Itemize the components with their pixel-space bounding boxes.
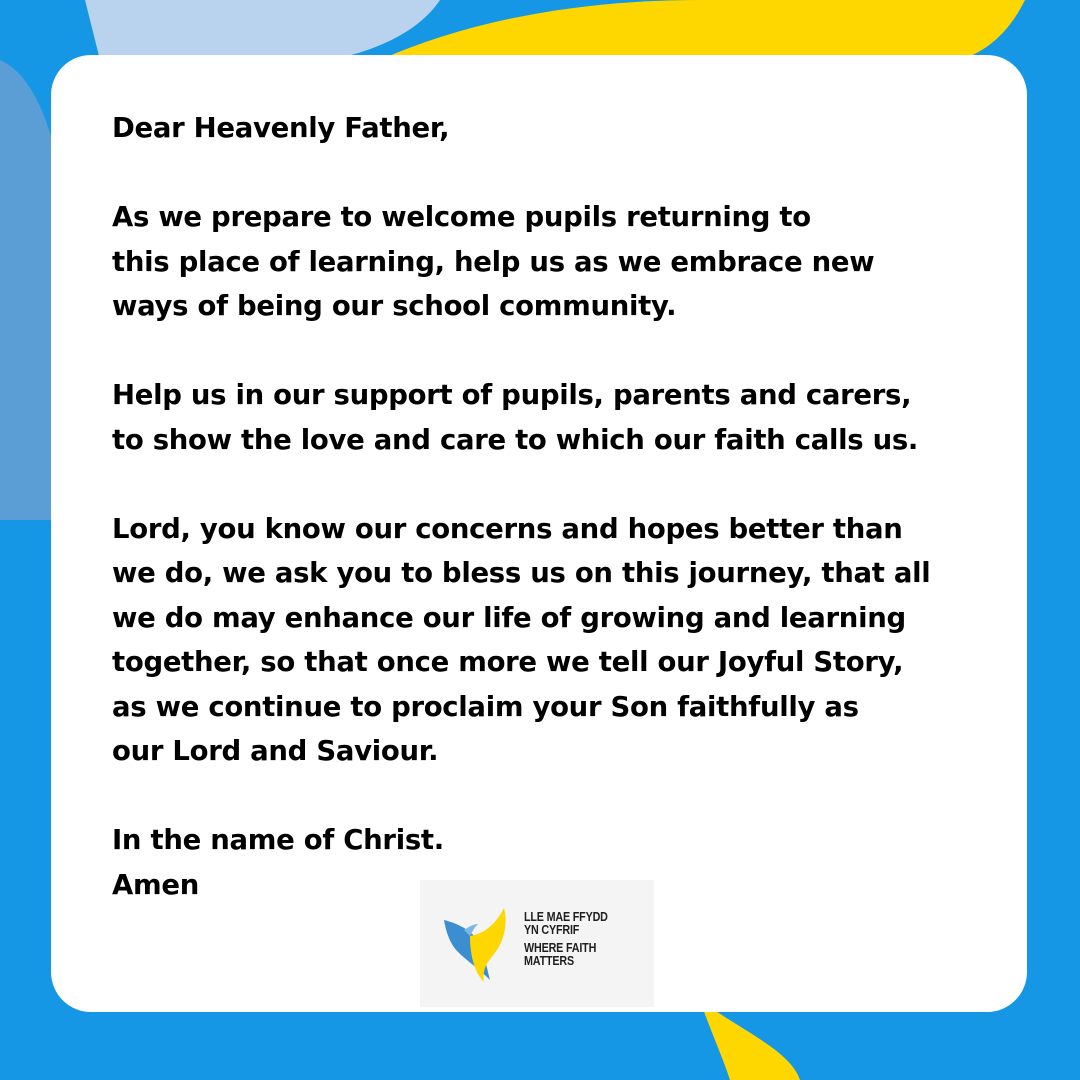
prayer-line: Help us in our support of pupils, parents and carers, bbox=[112, 379, 912, 411]
prayer-greeting: Dear Heavenly Father, bbox=[112, 112, 450, 144]
logo-welsh-line2: YN CYFRIF bbox=[524, 923, 580, 937]
logo-welsh-line1: LLE MAE FFYDD bbox=[524, 910, 608, 924]
prayer-line: this place of learning, help us as we embrace new bbox=[112, 245, 875, 278]
dove-icon bbox=[440, 902, 520, 986]
prayer-line: Lord, you know our concerns and hopes better than bbox=[112, 512, 903, 545]
prayer-line: our Lord and Saviour. bbox=[112, 735, 439, 767]
prayer-line: to show the love and care to which our faith calls us. bbox=[112, 423, 919, 456]
logo-english-line1: WHERE FAITH bbox=[524, 941, 597, 955]
where-faith-matters-logo bbox=[420, 880, 654, 1007]
prayer-line: we do may enhance our life of growing and learning bbox=[112, 601, 906, 634]
prayer-text bbox=[112, 106, 1012, 907]
prayer-line: we do, we ask you to bless us on this journey, that all bbox=[112, 557, 931, 589]
prayer-line: together, so that once more we tell our Joyful Story, bbox=[112, 646, 904, 678]
prayer-line: as we continue to proclaim your Son faithfully as bbox=[112, 690, 859, 723]
logo-english-line2: MATTERS bbox=[524, 954, 574, 968]
prayer-closing: In the name of Christ. bbox=[112, 824, 444, 856]
prayer-amen: Amen bbox=[112, 868, 199, 901]
prayer-line: ways of being our school community. bbox=[112, 290, 677, 322]
prayer-line: As we prepare to welcome pupils returning to bbox=[112, 201, 811, 233]
